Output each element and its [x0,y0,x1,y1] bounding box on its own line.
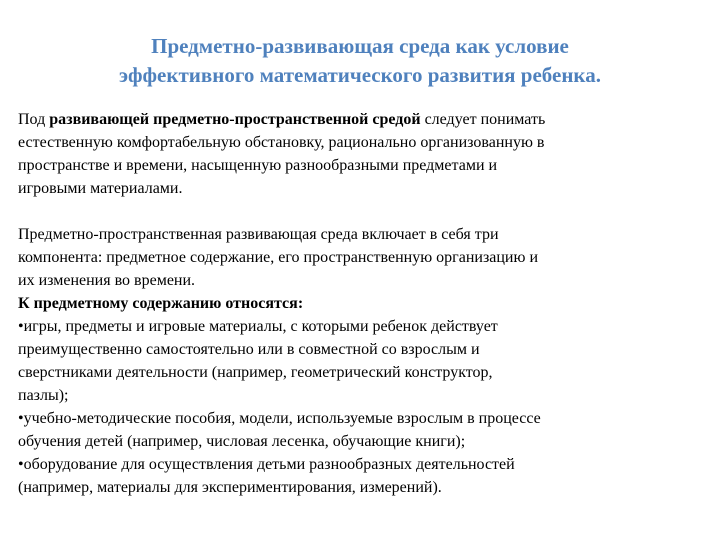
bullet-1-line-1: •игры, предметы и игровые материалы, с которыми ребенок действует [18,318,498,335]
bullet-1-line-3: сверстниками деятельности (например, геометрический конструктор, [18,364,493,381]
paragraph-gap [18,200,698,223]
bullet-1-line-4: пазлы); [18,387,69,404]
subheading-text: К предметному содержанию относятся: [18,295,304,312]
definition-line-4: игровыми материалами. [18,180,183,197]
subheading [18,292,698,315]
definition-prefix: Под [18,111,50,128]
components-line-1: Предметно-пространственная развивающая среда включает в себя три [18,226,499,243]
components-line-2: компонента: предметное содержание, его пространственную организацию и [18,249,539,266]
bullet-3-line-1: •оборудование для осуществления детьми разнообразных деятельностей [18,456,515,473]
definition-line-2: естественную комфортабельную обстановку, рационально организованную в [18,134,545,151]
title-line-2: эффективного математического развития ребенка. [119,63,601,87]
components-line-3: их изменения во времени. [18,272,196,289]
slide-body [18,108,698,499]
definition-line-3: пространстве и времени, насыщенную разнообразными предметами и [18,157,498,174]
definition-line-1 [18,108,698,131]
title-line-1: Предметно-развивающая среда как условие [151,34,569,58]
bullet-2-line-1: •учебно-методические пособия, модели, используемые взрослым в процессе [18,410,541,427]
definition-term: развивающей предметно-пространственной средой [49,111,421,128]
bullet-3-line-2: (например, материалы для экспериментирования, измерений). [18,479,442,496]
definition-rest: следует понимать [420,111,546,128]
bullet-2-line-2: обучения детей (например, числовая лесенка, обучающие книги); [18,433,466,450]
bullet-1-line-2: преимущественно самостоятельно или в совместной со взрослым и [18,341,480,358]
slide-title [40,32,680,90]
